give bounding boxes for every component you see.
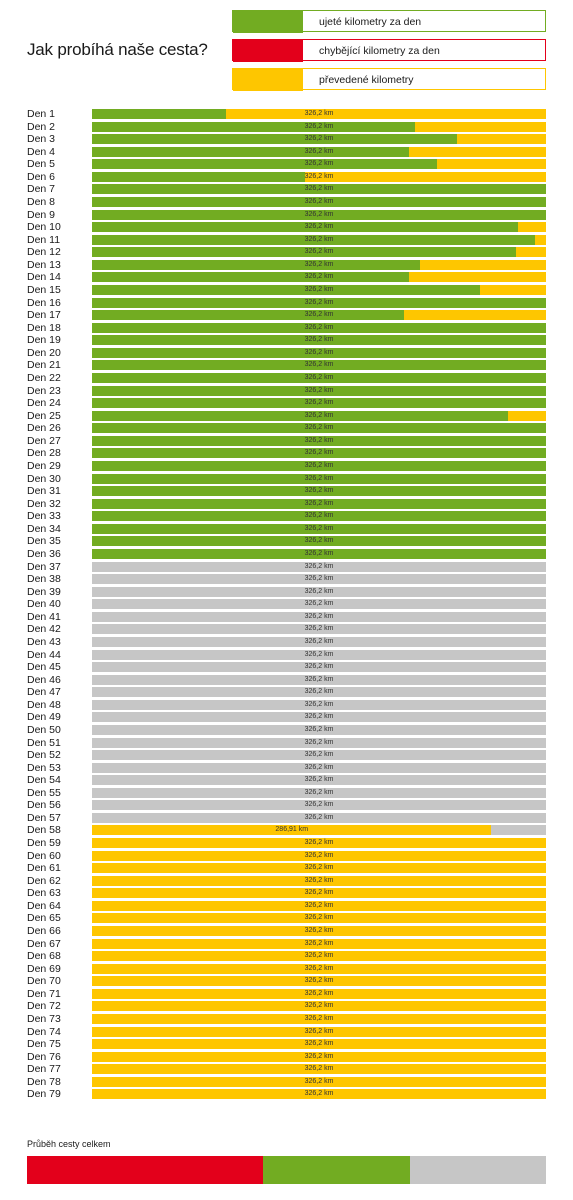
bar-value-label: 326,2 km [304, 386, 334, 394]
bar-value-label: 326,2 km [304, 663, 334, 671]
bar-row [92, 775, 546, 785]
bar-value-label: 326,2 km [304, 977, 334, 985]
bar-row [92, 474, 546, 484]
row-label: Den 79 [27, 1088, 61, 1101]
bar-value-label: 326,2 km [304, 336, 334, 344]
bar-value-label: 326,2 km [304, 361, 334, 369]
bar-row [92, 901, 546, 911]
row-label: Den 73 [27, 1013, 61, 1026]
row-label: Den 4 [27, 145, 56, 158]
bar-value-label: 326,2 km [304, 562, 334, 570]
bar-value-label: 326,2 km [304, 285, 334, 293]
bar-row [92, 499, 546, 509]
bar-segment-transferred [305, 172, 546, 182]
bar-segment-driven [92, 159, 437, 169]
bar-value-label: 326,2 km [304, 738, 334, 746]
row-label: Den 59 [27, 837, 61, 850]
bar-segment-planned [491, 825, 546, 835]
bar-segment-transferred [415, 122, 546, 132]
bar-row [92, 197, 546, 207]
row-label: Den 52 [27, 749, 61, 762]
row-label: Den 31 [27, 485, 61, 498]
row-label: Den 11 [27, 233, 61, 246]
bar-value-label: 286,91 km [275, 826, 309, 834]
bar-value-label: 326,2 km [304, 725, 334, 733]
bar-value-label: 326,2 km [304, 625, 334, 633]
bar-value-label: 326,2 km [304, 763, 334, 771]
bar-value-label: 326,2 km [304, 612, 334, 620]
bar-segment-driven [92, 134, 457, 144]
row-label: Den 23 [27, 384, 61, 397]
row-label: Den 63 [27, 887, 61, 900]
bar-row [92, 360, 546, 370]
row-label: Den 69 [27, 962, 61, 975]
bar-row [92, 411, 546, 421]
bar-row [92, 398, 546, 408]
row-label: Den 43 [27, 635, 61, 648]
bar-value-label: 326,2 km [304, 1002, 334, 1010]
bar-value-label: 326,2 km [304, 939, 334, 947]
row-label: Den 45 [27, 661, 61, 674]
bar-value-label: 326,2 km [304, 223, 334, 231]
bar-row [92, 134, 546, 144]
total-segment-missing [27, 1156, 263, 1184]
total-progress-bar [27, 1156, 546, 1184]
bar-value-label: 326,2 km [304, 411, 334, 419]
bar-value-label: 326,2 km [304, 637, 334, 645]
row-label: Den 39 [27, 585, 61, 598]
bar-value-label: 326,2 km [304, 901, 334, 909]
bar-row [92, 989, 546, 999]
row-label: Den 10 [27, 221, 61, 234]
row-label: Den 72 [27, 1000, 61, 1013]
row-label: Den 78 [27, 1075, 61, 1088]
row-label: Den 54 [27, 774, 61, 787]
bar-value-label: 326,2 km [304, 273, 334, 281]
bar-segment-driven [92, 122, 415, 132]
row-label: Den 68 [27, 950, 61, 963]
bar-value-label: 326,2 km [304, 147, 334, 155]
bar-row [92, 348, 546, 358]
bar-value-label: 326,2 km [304, 110, 334, 117]
row-label: Den 30 [27, 472, 61, 485]
bar-row [92, 310, 546, 320]
bar-row [92, 486, 546, 496]
bar-value-label: 326,2 km [304, 537, 334, 545]
bar-row [92, 712, 546, 722]
legend-label-driven: ujeté kilometry za den [319, 16, 422, 28]
row-label: Den 37 [27, 560, 61, 573]
bar-value-label: 326,2 km [304, 1027, 334, 1035]
row-label: Den 9 [27, 208, 56, 221]
bar-value-label: 326,2 km [304, 751, 334, 759]
bar-value-label: 326,2 km [304, 889, 334, 897]
row-label: Den 57 [27, 811, 61, 824]
row-label: Den 29 [27, 459, 61, 472]
row-label: Den 22 [27, 371, 61, 384]
bar-value-label: 326,2 km [304, 260, 334, 268]
row-label: Den 40 [27, 598, 61, 611]
bar-value-label: 326,2 km [304, 801, 334, 809]
row-label: Den 38 [27, 573, 61, 586]
row-label: Den 48 [27, 698, 61, 711]
bar-value-label: 326,2 km [304, 210, 334, 218]
bar-value-label: 326,2 km [304, 424, 334, 432]
bar-row [92, 423, 546, 433]
bar-value-label: 326,2 km [304, 348, 334, 356]
row-label: Den 12 [27, 246, 61, 259]
bar-row [92, 1027, 546, 1037]
bar-row [92, 863, 546, 873]
row-label: Den 55 [27, 786, 61, 799]
bar-row [92, 1052, 546, 1062]
bar-value-label: 326,2 km [304, 323, 334, 331]
bar-row [92, 650, 546, 660]
row-label: Den 36 [27, 547, 61, 560]
bar-row [92, 436, 546, 446]
bar-value-label: 326,2 km [304, 524, 334, 532]
bar-value-label: 326,2 km [304, 1077, 334, 1085]
bar-row [92, 725, 546, 735]
total-progress-label: Průběh cesty celkem [27, 1139, 111, 1149]
bar-row [92, 687, 546, 697]
bar-value-label: 326,2 km [304, 575, 334, 583]
bar-row [92, 524, 546, 534]
bar-value-label: 326,2 km [304, 197, 334, 205]
bar-row [92, 562, 546, 572]
bar-row [92, 876, 546, 886]
bar-row [92, 298, 546, 308]
bar-value-label: 326,2 km [304, 135, 334, 143]
row-label: Den 51 [27, 736, 61, 749]
bar-value-label: 326,2 km [304, 311, 334, 319]
bar-value-label: 326,2 km [304, 914, 334, 922]
row-label: Den 47 [27, 686, 61, 699]
bar-row [92, 662, 546, 672]
bar-value-label: 326,2 km [304, 499, 334, 507]
bar-segment-transferred [420, 260, 546, 270]
bar-value-label: 326,2 km [304, 813, 334, 821]
row-label: Den 35 [27, 535, 61, 548]
row-label: Den 53 [27, 761, 61, 774]
bar-value-label: 326,2 km [304, 235, 334, 243]
bar-segment-transferred [409, 272, 546, 282]
bar-row [92, 1001, 546, 1011]
bar-row [92, 813, 546, 823]
bar-row [92, 763, 546, 773]
bar-segment-driven [92, 147, 409, 157]
bar-row [92, 926, 546, 936]
bar-value-label: 326,2 km [304, 776, 334, 784]
row-label: Den 24 [27, 397, 61, 410]
bar-row [92, 851, 546, 861]
bar-row [92, 1014, 546, 1024]
bar-value-label: 326,2 km [304, 461, 334, 469]
bar-row [92, 386, 546, 396]
bar-row [92, 738, 546, 748]
bar-value-label: 326,2 km [304, 964, 334, 972]
bar-value-label: 326,2 km [304, 436, 334, 444]
row-label: Den 15 [27, 283, 61, 296]
bar-value-label: 326,2 km [304, 160, 334, 168]
bar-row [92, 675, 546, 685]
row-label: Den 5 [27, 158, 56, 171]
bar-row [92, 184, 546, 194]
row-label: Den 75 [27, 1038, 61, 1051]
chart-title: Jak probíhá naše cesta? [27, 40, 208, 59]
bar-row [92, 964, 546, 974]
bar-row [92, 260, 546, 270]
row-label: Den 13 [27, 258, 61, 271]
row-label: Den 67 [27, 937, 61, 950]
bar-value-label: 326,2 km [304, 952, 334, 960]
bar-row [92, 800, 546, 810]
bar-value-label: 326,2 km [304, 512, 334, 520]
bar-value-label: 326,2 km [304, 298, 334, 306]
bar-segment-transferred [404, 310, 546, 320]
row-label: Den 56 [27, 799, 61, 812]
bar-value-label: 326,2 km [304, 989, 334, 997]
bar-row [92, 587, 546, 597]
bar-value-label: 326,2 km [304, 650, 334, 658]
bar-row [92, 448, 546, 458]
bar-value-label: 326,2 km [304, 549, 334, 557]
bar-value-label: 326,2 km [304, 839, 334, 847]
legend-label-missing: chybějící kilometry za den [319, 45, 440, 57]
row-label: Den 42 [27, 623, 61, 636]
row-label: Den 7 [27, 183, 56, 196]
bar-value-label: 326,2 km [304, 373, 334, 381]
bar-row [92, 235, 546, 245]
bar-value-label: 326,2 km [304, 185, 334, 193]
bar-segment-transferred [508, 411, 546, 421]
bar-row [92, 122, 546, 132]
bar-row [92, 624, 546, 634]
row-label: Den 32 [27, 497, 61, 510]
row-label: Den 76 [27, 1050, 61, 1063]
bar-segment-transferred [535, 235, 546, 245]
row-label: Den 74 [27, 1025, 61, 1038]
bar-row [92, 599, 546, 609]
row-label: Den 62 [27, 874, 61, 887]
bar-row [92, 939, 546, 949]
bar-row [92, 272, 546, 282]
bar-value-label: 326,2 km [304, 675, 334, 683]
row-label: Den 21 [27, 359, 61, 372]
bar-row [92, 511, 546, 521]
row-label: Den 33 [27, 510, 61, 523]
row-label: Den 19 [27, 334, 61, 347]
row-label: Den 6 [27, 170, 56, 183]
row-label: Den 61 [27, 862, 61, 875]
bar-row [92, 825, 546, 835]
bar-row [92, 323, 546, 333]
bar-row [92, 913, 546, 923]
bar-row [92, 1064, 546, 1074]
bar-row [92, 373, 546, 383]
bar-segment-transferred [518, 222, 546, 232]
row-label: Den 17 [27, 309, 61, 322]
bar-value-label: 326,2 km [304, 864, 334, 872]
legend-label-transferred: převedené kilometry [319, 74, 414, 86]
bar-value-label: 326,2 km [304, 788, 334, 796]
bar-row [92, 976, 546, 986]
bar-value-label: 326,2 km [304, 700, 334, 708]
bar-row [92, 1077, 546, 1087]
bar-row [92, 838, 546, 848]
bar-segment-transferred [480, 285, 546, 295]
bar-row [92, 335, 546, 345]
bar-value-label: 326,2 km [304, 122, 334, 130]
row-label: Den 25 [27, 409, 61, 422]
row-label: Den 16 [27, 296, 61, 309]
row-label: Den 49 [27, 711, 61, 724]
row-label: Den 58 [27, 824, 61, 837]
row-label: Den 3 [27, 133, 56, 146]
bar-value-label: 326,2 km [304, 399, 334, 407]
bar-row [92, 888, 546, 898]
row-label: Den 1 [27, 108, 56, 120]
bar-value-label: 326,2 km [304, 487, 334, 495]
bar-value-label: 326,2 km [304, 927, 334, 935]
row-label: Den 28 [27, 447, 61, 460]
bar-value-label: 326,2 km [304, 1052, 334, 1060]
bar-segment-driven [92, 411, 508, 421]
row-label: Den 60 [27, 849, 61, 862]
bar-segment-driven [92, 172, 305, 182]
bar-segment-transferred [409, 147, 546, 157]
row-label: Den 77 [27, 1063, 61, 1076]
bar-value-label: 326,2 km [304, 1040, 334, 1048]
total-segment-driven [263, 1156, 410, 1184]
bar-row [92, 549, 546, 559]
bar-row [92, 574, 546, 584]
bar-row [92, 788, 546, 798]
bar-segment-driven [92, 260, 420, 270]
row-label: Den 65 [27, 912, 61, 925]
bar-value-label: 326,2 km [304, 600, 334, 608]
bar-segment-transferred [437, 159, 546, 169]
row-label: Den 2 [27, 120, 56, 133]
row-label: Den 41 [27, 610, 61, 623]
bar-value-label: 326,2 km [304, 449, 334, 457]
bar-segment-driven [92, 109, 226, 119]
total-segment-planned [410, 1156, 546, 1184]
bar-value-label: 326,2 km [304, 474, 334, 482]
bar-value-label: 326,2 km [304, 851, 334, 859]
bar-row [92, 637, 546, 647]
bar-row [92, 536, 546, 546]
bar-value-label: 326,2 km [304, 248, 334, 256]
bar-row [92, 172, 546, 182]
bar-row [92, 1039, 546, 1049]
row-label: Den 66 [27, 925, 61, 938]
bar-row [92, 210, 546, 220]
bar-row [92, 109, 546, 119]
bar-row [92, 285, 546, 295]
bar-row [92, 612, 546, 622]
bar-row [92, 461, 546, 471]
bar-value-label: 326,2 km [304, 876, 334, 884]
bar-row [92, 147, 546, 157]
bar-row [92, 1089, 546, 1099]
row-label: Den 34 [27, 522, 61, 535]
bar-row [92, 700, 546, 710]
bar-row [92, 222, 546, 232]
row-label: Den 26 [27, 422, 61, 435]
bar-segment-driven [92, 272, 409, 282]
bar-value-label: 326,2 km [304, 1015, 334, 1023]
bar-segment-driven [92, 285, 480, 295]
row-label: Den 27 [27, 434, 61, 447]
bar-row [92, 159, 546, 169]
row-label: Den 70 [27, 975, 61, 988]
bar-value-label: 326,2 km [304, 1065, 334, 1073]
row-label: Den 14 [27, 271, 61, 284]
row-label: Den 46 [27, 673, 61, 686]
bar-segment-transferred [516, 247, 546, 257]
row-label: Den 20 [27, 346, 61, 359]
bar-segment-driven [92, 310, 404, 320]
bar-row [92, 750, 546, 760]
row-label: Den 44 [27, 648, 61, 661]
row-label: Den 18 [27, 321, 61, 334]
row-label: Den 64 [27, 899, 61, 912]
bar-row [92, 951, 546, 961]
bar-segment-transferred [226, 109, 546, 119]
bar-value-label: 326,2 km [304, 172, 334, 180]
bar-value-label: 326,2 km [304, 713, 334, 721]
bar-value-label: 326,2 km [304, 587, 334, 595]
row-label: Den 8 [27, 195, 56, 208]
bar-value-label: 326,2 km [304, 1090, 334, 1098]
bar-value-label: 326,2 km [304, 688, 334, 696]
bar-segment-transferred [457, 134, 546, 144]
row-label: Den 71 [27, 987, 61, 1000]
bar-row [92, 247, 546, 257]
row-label: Den 50 [27, 723, 61, 736]
